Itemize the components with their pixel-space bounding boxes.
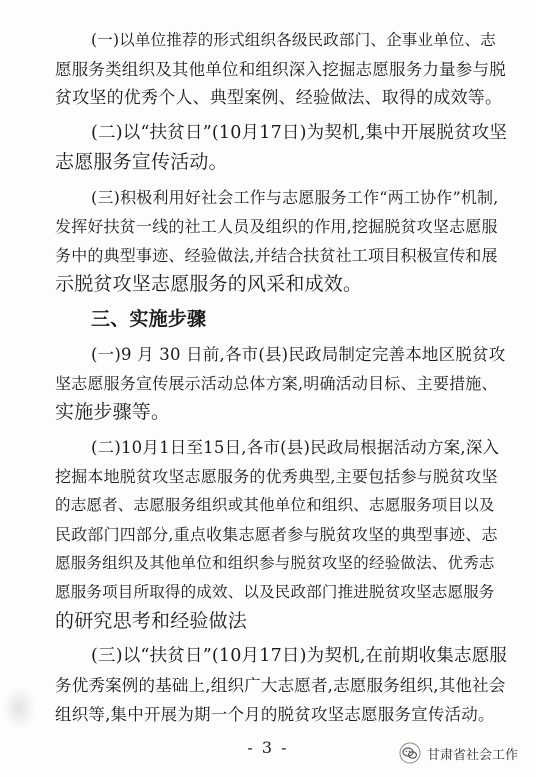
scan-smudge xyxy=(2,686,36,730)
text-line: 务中的典型事迹、经验做法,并结合扶贫社工项目积极宣传和展 xyxy=(55,246,498,265)
text-line: 组织等,集中开展为期一个月的脱贫攻坚志愿服务宣传活动。 xyxy=(55,705,495,724)
text-line: 贫攻坚的优秀个人、典型案例、经验做法、取得的成效等。 xyxy=(55,88,503,108)
text-line: 志愿服务宣传活动。 xyxy=(55,151,228,173)
paragraph xyxy=(55,183,507,299)
text-line: 务优秀案例的基础上,组织广大志愿者,志愿服务组织,其他社会 xyxy=(55,676,506,695)
document-body xyxy=(55,26,507,729)
text-line: (一)9 月 30 日前,各市(县)民政局制定完善本地区脱贫攻 xyxy=(91,345,506,364)
text-line: (一)以单位推荐的形式组织各级民政部门、企事业单位、志 xyxy=(91,31,496,49)
paragraph xyxy=(55,642,507,729)
text-line: 三、实施步骤 xyxy=(91,308,207,330)
paragraph xyxy=(55,433,507,636)
section-heading xyxy=(55,305,507,334)
text-line: 的志愿者、志愿服务组织或其他单位和组织、志愿服务项目以及 xyxy=(55,496,495,514)
text-line: 愿服务组织及其他单位和组织参与脱贫攻坚的经验做法、优秀志 xyxy=(55,554,495,572)
text-line: 示脱贫攻坚志愿服务的风采和成效。 xyxy=(55,273,363,295)
text-line: (二)10月1日至15日,各市(县)民政局根据活动方案,深入 xyxy=(91,438,500,457)
wechat-icon xyxy=(399,742,421,764)
page-number: - 3 - xyxy=(247,738,289,757)
watermark-text: 甘肃省社会工作 xyxy=(426,747,518,763)
text-line: 的研究思考和经验做法 xyxy=(55,610,248,632)
paragraph xyxy=(55,119,507,177)
text-line: (二)以“扶贫日”(10月17日)为契机,集中开展脱贫攻坚 xyxy=(91,123,508,143)
text-line: 挖掘本地脱贫攻坚志愿服务的优秀典型,主要包括参与脱贫攻坚 xyxy=(55,467,498,486)
text-line: 实施步骤等。 xyxy=(55,401,171,423)
text-line: 发挥好扶贫一线的社工人员及组织的作用,挖掘脱贫攻坚志愿服 xyxy=(55,217,498,236)
paragraph xyxy=(55,26,507,113)
watermark xyxy=(399,742,518,764)
text-line: 愿服务类组织及其他单位和组织深入挖掘志愿服务力量参与脱 xyxy=(55,60,506,79)
text-line: 坚志愿服务宣传展示活动总体方案,明确活动目标、主要措施、 xyxy=(55,374,498,393)
text-line: 愿服务项目所取得的成效、以及民政部门推进脱贫攻坚志愿服务 xyxy=(55,583,495,601)
text-line: (三)积极利用好社会工作与志愿服务工作“两工协作”机制, xyxy=(91,188,499,207)
paragraph xyxy=(55,340,507,427)
text-line: 民政部门四部分,重点收集志愿者参与脱贫攻坚的典型事迹、志 xyxy=(55,525,498,544)
text-line: (三)以“扶贫日”(10月17日)为契机,在前期收集志愿服 xyxy=(91,646,508,666)
